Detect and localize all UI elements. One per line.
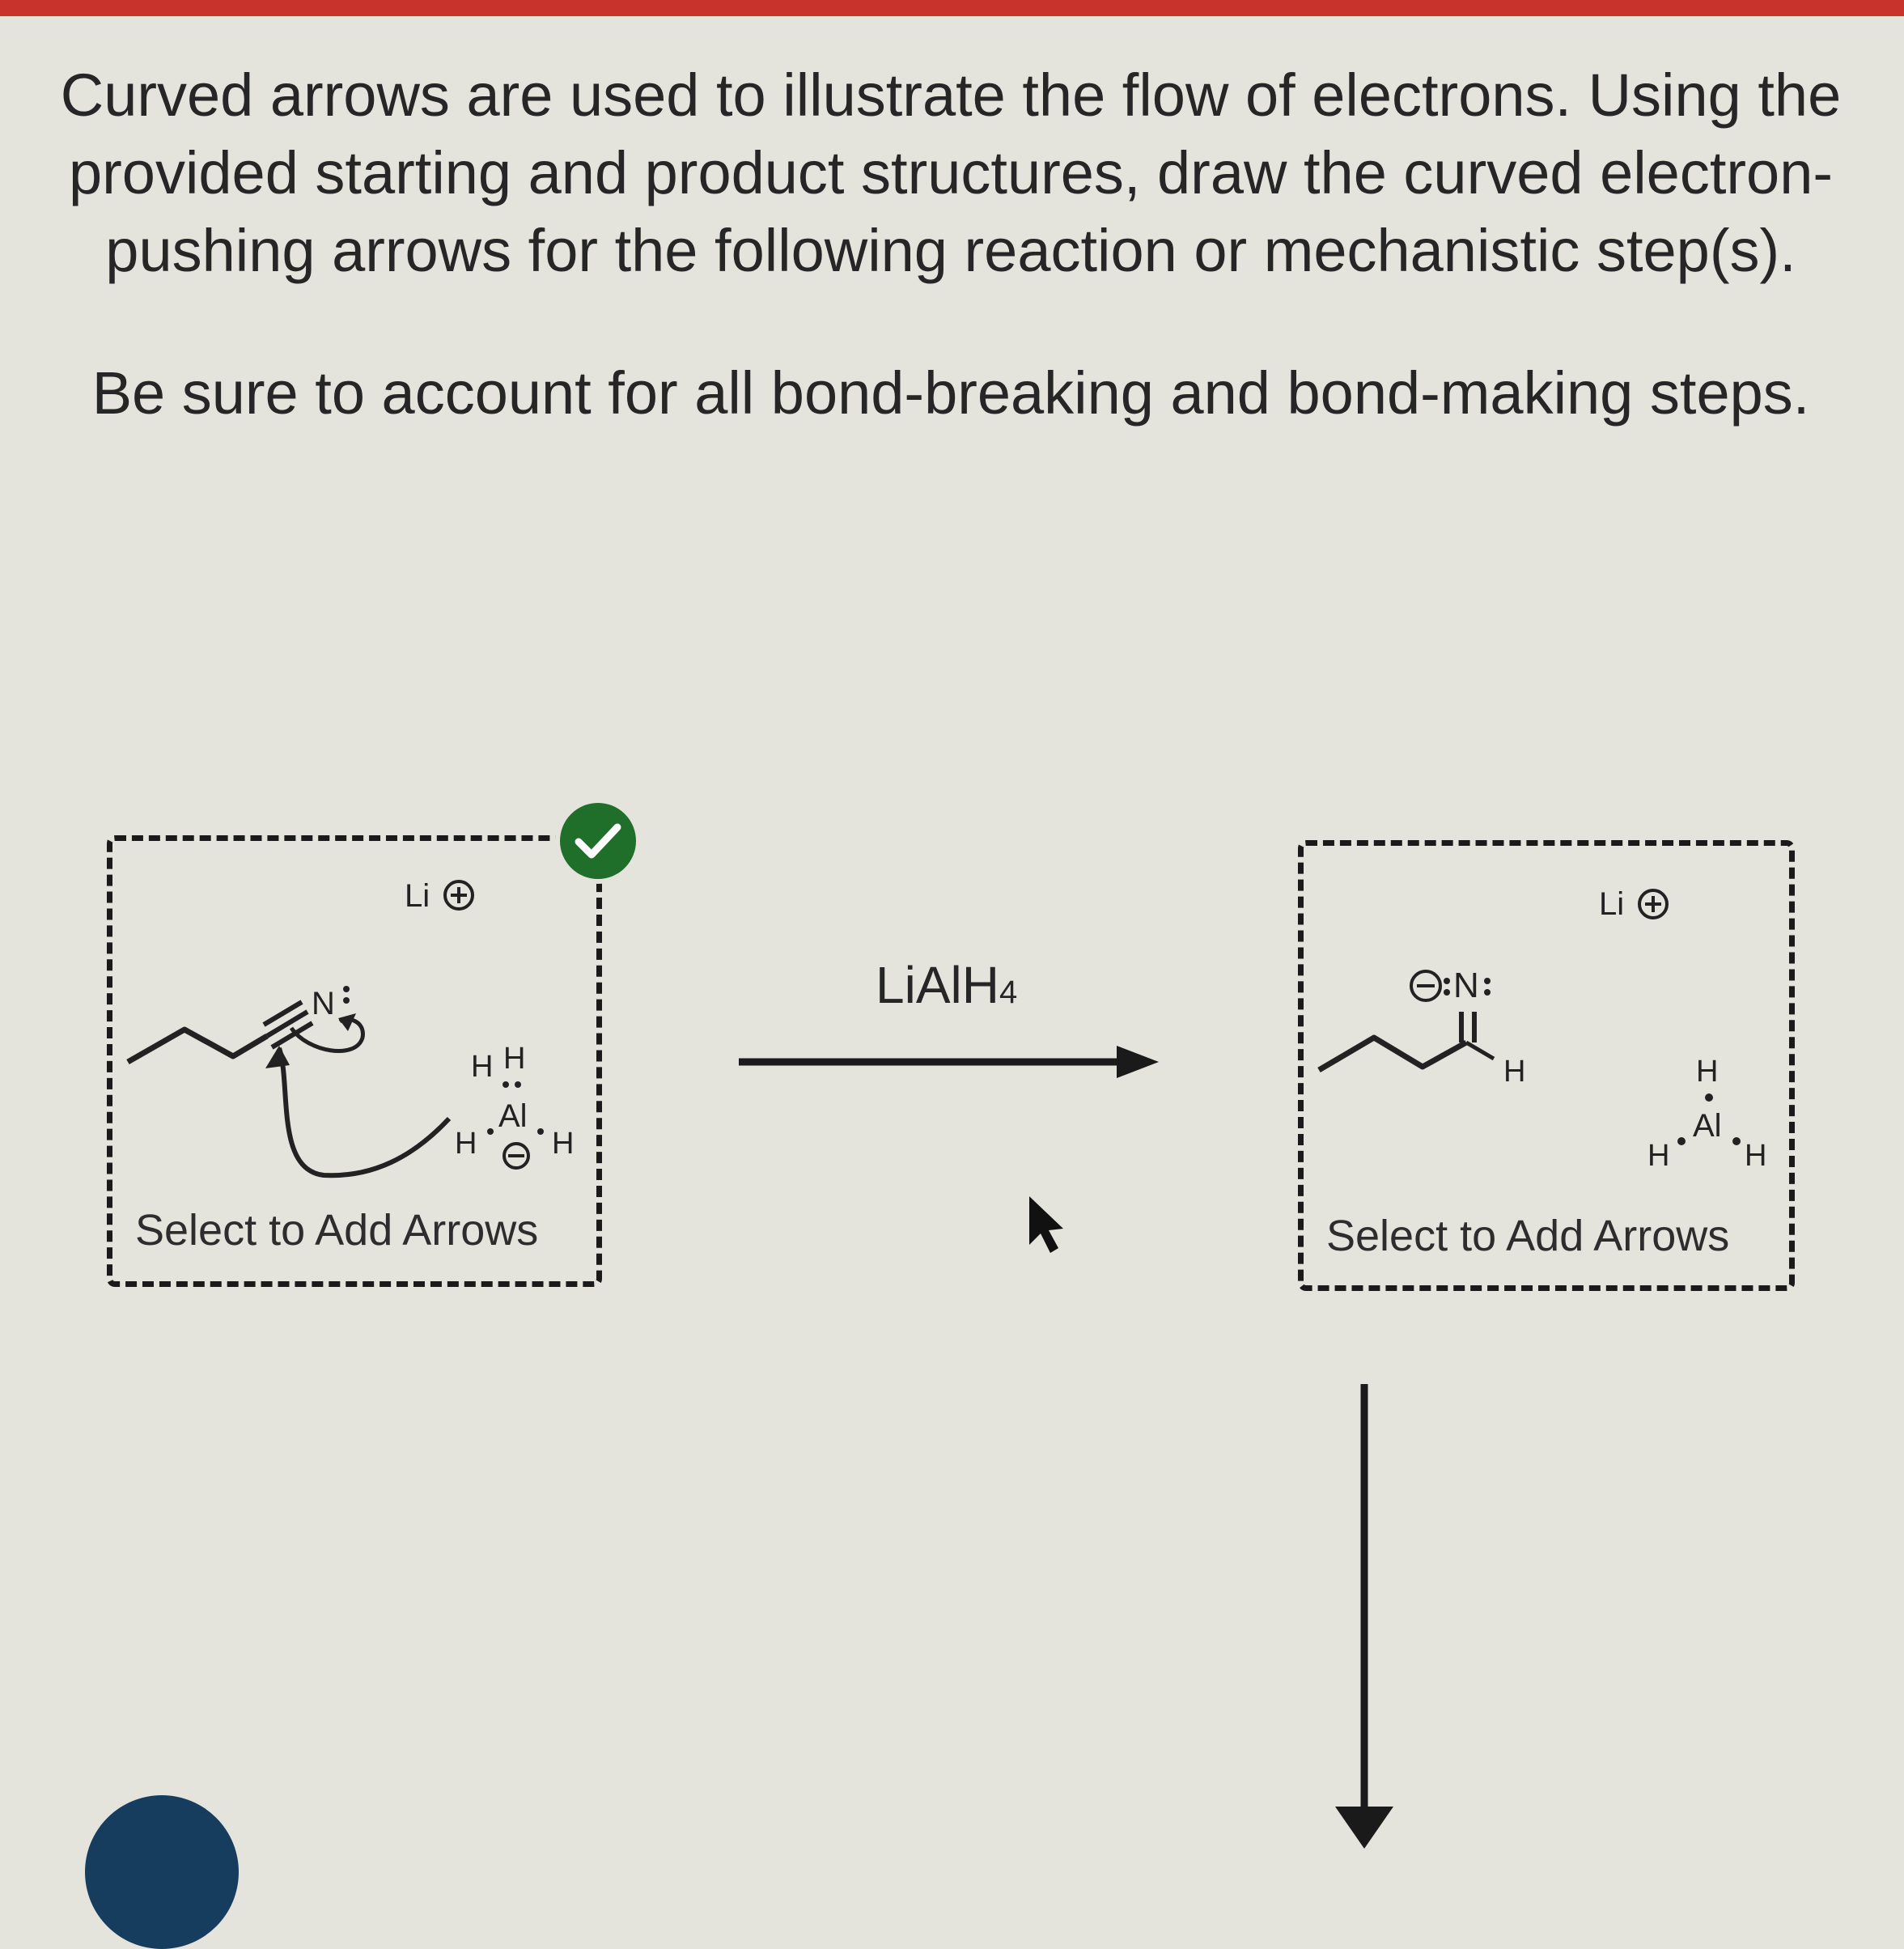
svg-text:Li: Li — [1599, 886, 1625, 922]
aluminum-label: Al — [498, 1098, 528, 1134]
svg-text:Al: Al — [1693, 1108, 1722, 1144]
starting-structure-box[interactable] — [107, 835, 602, 1287]
select-to-add-arrows-label: Select to Add Arrows — [1326, 1212, 1730, 1260]
svg-text:H: H — [552, 1127, 575, 1161]
svg-text:H: H — [1745, 1139, 1767, 1173]
instruction-paragraph-1: Curved arrows are used to illustrate the flow of electrons. Using the provided starting and product structures, draw the curved electron-pushing arrows for the following reaction or mechanistic step(s). — [60, 62, 1842, 284]
reagent-label: LiAlH4 — [876, 956, 1018, 1014]
svg-text:H: H — [1647, 1139, 1670, 1173]
nitrogen-label: N — [312, 986, 335, 1021]
top-accent-bar — [0, 0, 1904, 16]
li-label: Li — [405, 878, 430, 914]
instruction-paragraph-2: Be sure to account for all bond-breaking and bond-making steps. — [91, 359, 1810, 427]
svg-text:H: H — [471, 1050, 494, 1084]
select-to-add-arrows-label: Select to Add Arrows — [135, 1206, 539, 1255]
svg-text:N: N — [1453, 966, 1479, 1005]
cursor-icon — [1029, 1196, 1063, 1253]
product-structure-box[interactable] — [1298, 840, 1795, 1291]
check-icon — [555, 798, 641, 884]
instructions — [49, 57, 1853, 432]
svg-text:H: H — [503, 1042, 526, 1076]
avatar[interactable] — [85, 1795, 239, 1949]
svg-text:H: H — [1503, 1055, 1526, 1089]
svg-text:H: H — [455, 1127, 477, 1161]
svg-text:H: H — [1696, 1055, 1719, 1089]
